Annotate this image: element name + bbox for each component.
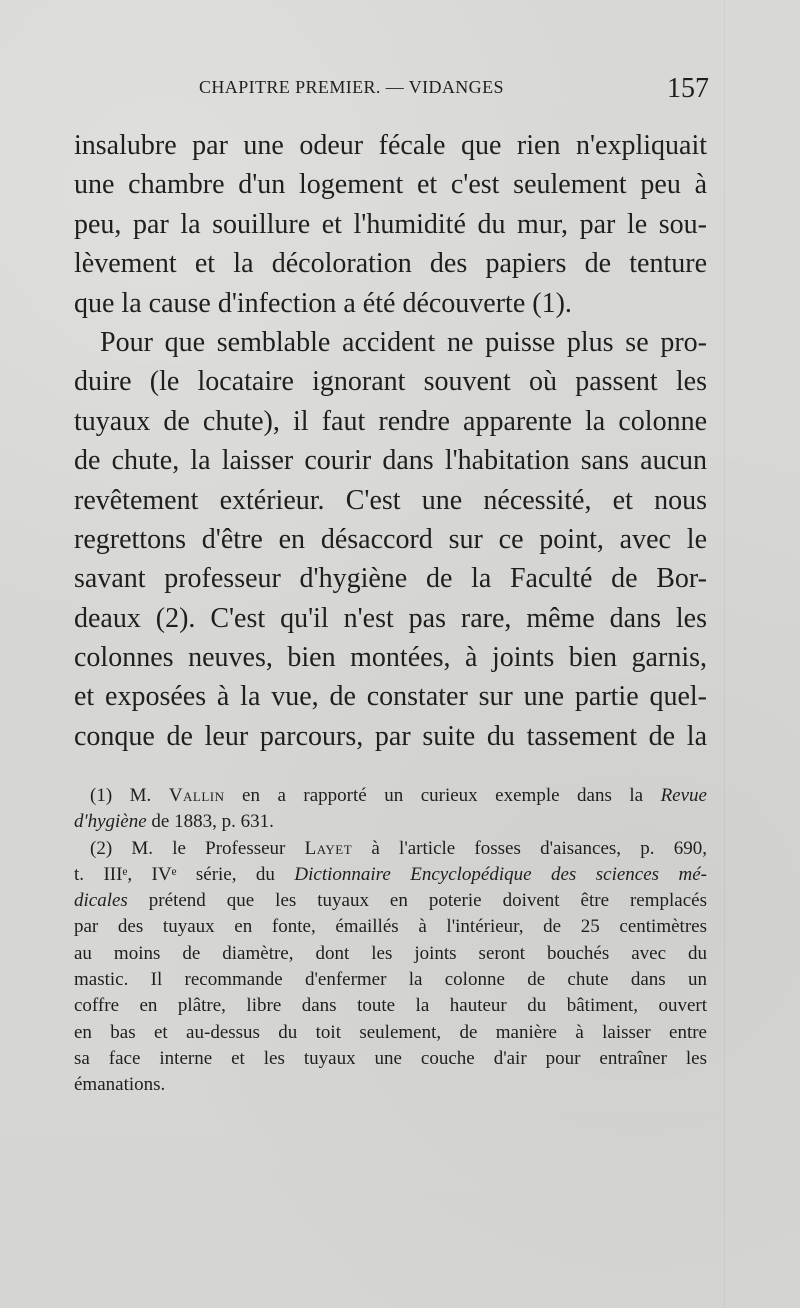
- page-fold-shadow: [724, 0, 725, 1308]
- body-line-3: peu, par la souillure et l'humidité du mur, par le sou-: [74, 208, 707, 240]
- footnote-2-line-8: en bas et au-dessus du toit seulement, de manière à laisser entre: [74, 1021, 707, 1043]
- page-number: 157: [667, 73, 709, 104]
- footnote-1-prefix: (1) M.: [90, 785, 169, 806]
- footnote-2-author: Layet: [304, 837, 353, 859]
- footnote-2-line-10: émanations.: [74, 1074, 166, 1096]
- footnote-2-line-1: [74, 836, 707, 862]
- footnotes: [74, 783, 707, 1099]
- footnote-2-line-1-suffix: à l'article fosses d'aisances, p. 690,: [352, 837, 707, 859]
- footnote-1-title-part-1: Revue: [660, 785, 707, 806]
- footnote-1-line-2: [74, 809, 707, 835]
- body-line-9: de chute, la laisser courir dans l'habitation sans aucun: [74, 445, 707, 477]
- footnote-2-line-6: mastic. Il recommande d'enfermer la colonne de chute dans un: [74, 969, 707, 991]
- footnote-2-line-9: sa face interne et les tuyaux une couche d'air pour entraîner les: [74, 1047, 707, 1069]
- footnote-2-line-3-suffix: prétend que les tuyaux en poterie doivent être remplacés: [127, 890, 707, 912]
- footnote-2-line-2: [74, 862, 707, 888]
- body-line-15: et exposées à la vue, de constater sur une partie quel-: [74, 681, 707, 713]
- footnote-1-title-part-2: d'hygiène: [74, 811, 147, 833]
- footnote-2-prefix: (2) M. le Professeur: [90, 837, 305, 859]
- body-line-13: deaux (2). C'est qu'il n'est pas rare, même dans les: [74, 602, 707, 634]
- body-line-5: que la cause d'infection a été découverte (1).: [74, 287, 572, 319]
- main-text: [74, 126, 707, 756]
- body-line-8: tuyaux de chute), il faut rendre apparente la colonne: [74, 405, 707, 437]
- footnote-1-author: Vallin: [168, 785, 225, 806]
- running-head: CHAPITRE PREMIER. — VIDANGES: [199, 77, 504, 97]
- footnote-2-line-4: par des tuyaux en fonte, émaillés à l'intérieur, de 25 centimètres: [74, 916, 707, 938]
- footnote-2-line-5: au moins de diamètre, dont les joints seront bouchés avec du: [74, 942, 707, 964]
- footnote-1-suffix: de 1883, p. 631.: [146, 811, 274, 833]
- body-line-2: une chambre d'un logement et c'est seulement peu à: [74, 169, 707, 201]
- body-line-6: Pour que semblable accident ne puisse plus se pro-: [100, 326, 707, 358]
- footnote-2-line-7: coffre en plâtre, libre dans toute la hauteur du bâtiment, ouvert: [74, 995, 707, 1017]
- body-line-4: lèvement et la décoloration des papiers de tenture: [74, 248, 707, 280]
- body-line-12: savant professeur d'hygiène de la Faculté de Bor-: [74, 563, 707, 595]
- footnote-1-text: en a rapporté un curieux exemple dans la: [224, 785, 661, 806]
- footnote-2-line-3: [74, 888, 707, 914]
- body-line-1: insalubre par une odeur fécale que rien n'expliquait: [74, 130, 707, 161]
- footnote-2-title-part-1: Dictionnaire Encyclopédique des sciences mé-: [294, 863, 707, 885]
- body-line-10: revêtement extérieur. C'est une nécessité, et nous: [74, 484, 707, 516]
- footnote-2-title-part-2: dicales: [74, 890, 128, 912]
- body-line-16: conque de leur parcours, par suite du tassement de la: [74, 720, 707, 752]
- page-header: [199, 73, 713, 105]
- body-line-11: regrettons d'être en désaccord sur ce point, avec le: [74, 523, 707, 555]
- footnote-2-line-2-prefix: t. IIIᵉ, IVᵉ série, du: [74, 863, 295, 885]
- body-line-14: colonnes neuves, bien montées, à joints bien garnis,: [74, 642, 707, 674]
- footnote-1-line-1: [74, 783, 707, 809]
- body-line-7: duire (le locataire ignorant souvent où passent les: [74, 366, 707, 398]
